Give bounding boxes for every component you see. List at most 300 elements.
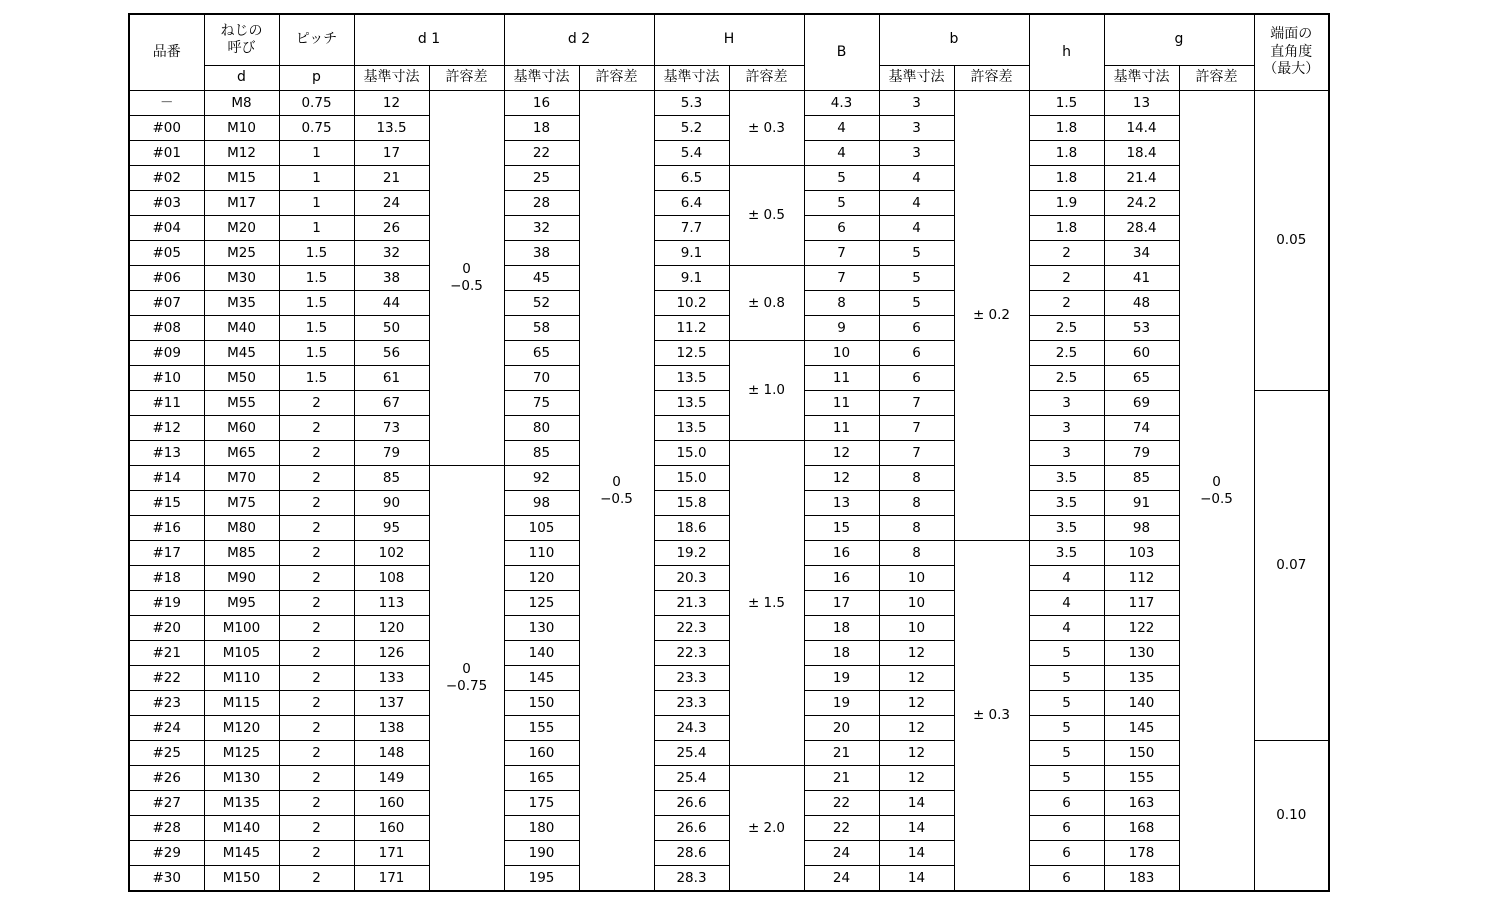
cell-B: 22 [804,791,879,816]
cell-d1-basic: 95 [354,516,429,541]
cell-pitch: 2 [279,516,354,541]
cell-H-basic: 15.0 [654,441,729,466]
cell-h: 6 [1029,841,1104,866]
cell-pitch: 1.5 [279,341,354,366]
cell-pitch: 2 [279,566,354,591]
cell-thread-size: M130 [204,766,279,791]
cell-part-no: #01 [129,141,204,166]
cell-d1-basic: 61 [354,366,429,391]
cell-pitch: 1 [279,191,354,216]
cell-g-basic: 28.4 [1104,216,1179,241]
cell-pitch: 2 [279,691,354,716]
cell-h: 4 [1029,591,1104,616]
cell-thread-size: M120 [204,716,279,741]
header-b: b [879,14,1029,66]
cell-g-basic: 53 [1104,316,1179,341]
cell-g-basic: 145 [1104,716,1179,741]
cell-H-tol-line1: ± 1.0 [747,382,786,399]
cell-H-basic: 13.5 [654,391,729,416]
cell-h: 5 [1029,766,1104,791]
cell-d1-basic: 50 [354,316,429,341]
cell-thread-size: M40 [204,316,279,341]
cell-b-tol-line1: ± 0.2 [972,307,1011,324]
cell-thread-size: M135 [204,791,279,816]
cell-B: 7 [804,241,879,266]
cell-d2-basic: 75 [504,391,579,416]
table-header [129,14,1329,91]
cell-pitch: 0.75 [279,116,354,141]
cell-b-basic: 6 [879,366,954,391]
cell-b-basic: 12 [879,766,954,791]
cell-d1-basic: 149 [354,766,429,791]
cell-b-basic: 5 [879,291,954,316]
cell-g-basic: 135 [1104,666,1179,691]
cell-part-no: #20 [129,616,204,641]
cell-thread-size: M105 [204,641,279,666]
header-d1: d 1 [354,14,504,66]
cell-g-tol-line2: −0.5 [1200,490,1233,507]
cell-b-basic: 6 [879,341,954,366]
subheader-d2-basic: 基準寸法 [504,66,579,91]
cell-H-basic: 7.7 [654,216,729,241]
cell-d2-basic: 70 [504,366,579,391]
cell-thread-size: M15 [204,166,279,191]
table-row [129,341,1329,366]
cell-H-tol [729,91,804,166]
cell-B: 11 [804,416,879,441]
cell-d1-basic: 32 [354,241,429,266]
cell-H-basic: 15.0 [654,466,729,491]
cell-B: 16 [804,566,879,591]
cell-thread-size: M30 [204,266,279,291]
cell-h: 2 [1029,266,1104,291]
cell-pitch: 2 [279,766,354,791]
cell-h: 3 [1029,416,1104,441]
cell-b-basic: 4 [879,191,954,216]
cell-thread-size: M50 [204,366,279,391]
cell-g-basic: 98 [1104,516,1179,541]
cell-b-basic: 8 [879,541,954,566]
cell-d2-basic: 180 [504,816,579,841]
cell-b-basic: 3 [879,116,954,141]
cell-g-basic: 18.4 [1104,141,1179,166]
cell-g-basic: 21.4 [1104,166,1179,191]
cell-part-no: #18 [129,566,204,591]
cell-pitch: 1 [279,166,354,191]
cell-pitch: 2 [279,391,354,416]
cell-b-basic: 14 [879,791,954,816]
cell-d1-tol [429,466,504,892]
cell-d2-basic: 150 [504,691,579,716]
cell-b-tol [954,541,1029,892]
cell-B: 4 [804,116,879,141]
cell-h: 5 [1029,716,1104,741]
cell-part-no: #30 [129,866,204,892]
cell-B: 7 [804,266,879,291]
cell-perpendicularity [1254,741,1329,892]
cell-d2-basic: 32 [504,216,579,241]
cell-pitch: 1 [279,216,354,241]
cell-d2-basic: 110 [504,541,579,566]
cell-B: 5 [804,166,879,191]
cell-g-basic: 14.4 [1104,116,1179,141]
cell-b-basic: 8 [879,466,954,491]
subheader-g-tol: 許容差 [1179,66,1254,91]
cell-B: 11 [804,366,879,391]
cell-d1-basic: 108 [354,566,429,591]
cell-thread-size: M100 [204,616,279,641]
cell-d2-basic: 45 [504,266,579,291]
header-d2: d 2 [504,14,654,66]
cell-b-basic: 14 [879,841,954,866]
cell-d2-basic: 160 [504,741,579,766]
cell-thread-size: M45 [204,341,279,366]
cell-B: 12 [804,441,879,466]
cell-thread-size: M150 [204,866,279,892]
cell-B: 19 [804,691,879,716]
cell-h: 3.5 [1029,541,1104,566]
cell-g-basic: 155 [1104,766,1179,791]
cell-h: 2 [1029,291,1104,316]
cell-d1-basic: 138 [354,716,429,741]
cell-b-basic: 12 [879,716,954,741]
cell-H-basic: 9.1 [654,266,729,291]
cell-h: 5 [1029,641,1104,666]
table-row [129,441,1329,466]
cell-g-basic: 60 [1104,341,1179,366]
cell-B: 11 [804,391,879,416]
cell-h: 3.5 [1029,516,1104,541]
cell-g-tol-line1: 0 [1212,473,1221,490]
cell-b-basic: 7 [879,416,954,441]
cell-pitch: 2 [279,741,354,766]
cell-d2-basic: 165 [504,766,579,791]
cell-d1-basic: 90 [354,491,429,516]
cell-pitch: 1.5 [279,266,354,291]
header-thread-line1: ねじの [220,22,263,39]
cell-b-basic: 12 [879,741,954,766]
cell-part-no: #19 [129,591,204,616]
header-perp-line3: （最大） [1263,61,1320,78]
header-H: H [654,14,804,66]
cell-H-basic: 23.3 [654,691,729,716]
cell-pitch: 2 [279,416,354,441]
cell-d2-basic: 125 [504,591,579,616]
cell-part-no: #15 [129,491,204,516]
table-row [129,91,1329,116]
cell-pitch: 2 [279,441,354,466]
cell-b-basic: 8 [879,491,954,516]
cell-H-basic: 22.3 [654,616,729,641]
subheader-g-basic: 基準寸法 [1104,66,1179,91]
header-B: B [804,14,879,91]
cell-part-no: #11 [129,391,204,416]
cell-pitch: 1.5 [279,366,354,391]
cell-H-tol [729,441,804,766]
cell-d1-basic: 126 [354,641,429,666]
cell-d1-basic: 79 [354,441,429,466]
cell-d1-basic: 85 [354,466,429,491]
cell-d2-basic: 130 [504,616,579,641]
cell-pitch: 2 [279,816,354,841]
cell-part-no: #03 [129,191,204,216]
cell-d2-basic: 155 [504,716,579,741]
cell-g-tol [1179,91,1254,892]
cell-part-no: #09 [129,341,204,366]
cell-H-tol-line1: ± 0.8 [747,294,786,311]
cell-b-basic: 3 [879,91,954,116]
subheader-p: p [279,66,354,91]
cell-g-basic: 163 [1104,791,1179,816]
cell-B: 13 [804,491,879,516]
cell-g-basic: 150 [1104,741,1179,766]
cell-H-tol [729,166,804,266]
cell-thread-size: M145 [204,841,279,866]
cell-H-basic: 21.3 [654,591,729,616]
cell-pitch: 1.5 [279,316,354,341]
cell-g-basic: 103 [1104,541,1179,566]
cell-d2-basic: 140 [504,641,579,666]
cell-b-basic: 7 [879,441,954,466]
table-row [129,266,1329,291]
dimension-table [128,13,1330,892]
table-row [129,166,1329,191]
cell-d1-basic: 160 [354,816,429,841]
cell-b-tol [954,91,1029,541]
cell-d1-basic: 102 [354,541,429,566]
cell-part-no: #08 [129,316,204,341]
table-row [129,766,1329,791]
cell-H-basic: 5.3 [654,91,729,116]
cell-H-basic: 19.2 [654,541,729,566]
table-body [129,91,1329,892]
cell-g-basic: 117 [1104,591,1179,616]
header-perp-line1: 端面の [1270,26,1313,43]
cell-H-basic: 13.5 [654,366,729,391]
cell-thread-size: M90 [204,566,279,591]
cell-d2-basic: 175 [504,791,579,816]
cell-h: 5 [1029,741,1104,766]
cell-g-basic: 140 [1104,691,1179,716]
subheader-d1-basic: 基準寸法 [354,66,429,91]
cell-part-no: #17 [129,541,204,566]
cell-part-no: #02 [129,166,204,191]
cell-part-no: #21 [129,641,204,666]
cell-H-basic: 9.1 [654,241,729,266]
cell-part-no: #16 [129,516,204,541]
cell-B: 6 [804,216,879,241]
cell-g-basic: 168 [1104,816,1179,841]
cell-d2-basic: 80 [504,416,579,441]
header-part-no: 品番 [129,14,204,91]
cell-B: 18 [804,616,879,641]
cell-part-no: #28 [129,816,204,841]
header-h: h [1029,14,1104,91]
cell-B: 4 [804,141,879,166]
cell-h: 3 [1029,391,1104,416]
cell-d1-tol-line2: −0.75 [445,678,488,694]
cell-d1-tol [429,91,504,466]
cell-H-basic: 24.3 [654,716,729,741]
cell-g-basic: 74 [1104,416,1179,441]
cell-b-basic: 14 [879,866,954,892]
cell-part-no: #14 [129,466,204,491]
cell-d2-basic: 105 [504,516,579,541]
cell-d2-basic: 195 [504,866,579,892]
cell-d1-tol-line2: −0.5 [450,278,483,294]
cell-d1-basic: 44 [354,291,429,316]
cell-h: 2.5 [1029,366,1104,391]
cell-part-no: #27 [129,791,204,816]
cell-pitch: 1.5 [279,241,354,266]
cell-d1-basic: 21 [354,166,429,191]
cell-d1-basic: 133 [354,666,429,691]
cell-B: 21 [804,766,879,791]
cell-d2-basic: 120 [504,566,579,591]
cell-H-basic: 28.6 [654,841,729,866]
cell-pitch: 1 [279,141,354,166]
cell-part-no: #12 [129,416,204,441]
cell-B: 12 [804,466,879,491]
cell-d1-basic: 171 [354,866,429,892]
cell-b-basic: 6 [879,316,954,341]
header-g: g [1104,14,1254,66]
cell-thread-size: M25 [204,241,279,266]
cell-g-basic: 48 [1104,291,1179,316]
subheader-H-tol: 許容差 [729,66,804,91]
cell-B: 16 [804,541,879,566]
cell-h: 1.8 [1029,216,1104,241]
cell-d2-basic: 65 [504,341,579,366]
cell-d1-basic: 73 [354,416,429,441]
cell-pitch: 2 [279,541,354,566]
cell-pitch: 2 [279,641,354,666]
cell-b-basic: 3 [879,141,954,166]
cell-h: 3.5 [1029,491,1104,516]
cell-part-no: #06 [129,266,204,291]
cell-perpendicularity-line1: 0.10 [1276,807,1307,824]
cell-part-no: #13 [129,441,204,466]
cell-thread-size: M85 [204,541,279,566]
cell-part-no: #05 [129,241,204,266]
header-pitch: ピッチ [279,14,354,66]
cell-d1-basic: 13.5 [354,116,429,141]
cell-pitch: 0.75 [279,91,354,116]
cell-part-no: #04 [129,216,204,241]
cell-h: 4 [1029,616,1104,641]
cell-d1-basic: 12 [354,91,429,116]
cell-part-no: #24 [129,716,204,741]
cell-thread-size: M65 [204,441,279,466]
cell-d2-basic: 58 [504,316,579,341]
cell-B: 8 [804,291,879,316]
cell-perpendicularity-line1: 0.05 [1276,232,1307,249]
cell-g-basic: 85 [1104,466,1179,491]
cell-b-basic: 5 [879,241,954,266]
cell-H-basic: 11.2 [654,316,729,341]
cell-part-no: #26 [129,766,204,791]
cell-d2-basic: 22 [504,141,579,166]
cell-thread-size: M75 [204,491,279,516]
cell-part-no: #22 [129,666,204,691]
cell-B: 20 [804,716,879,741]
cell-thread-size: M80 [204,516,279,541]
cell-H-basic: 26.6 [654,816,729,841]
cell-h: 2 [1029,241,1104,266]
cell-h: 5 [1029,691,1104,716]
cell-thread-size: M70 [204,466,279,491]
cell-d1-basic: 38 [354,266,429,291]
cell-h: 3.5 [1029,466,1104,491]
cell-h: 6 [1029,866,1104,892]
cell-d1-tol-line1: 0 [462,661,471,678]
cell-part-no: #00 [129,116,204,141]
cell-d2-basic: 52 [504,291,579,316]
cell-g-basic: 91 [1104,491,1179,516]
cell-d2-basic: 145 [504,666,579,691]
cell-thread-size: M8 [204,91,279,116]
cell-d1-basic: 120 [354,616,429,641]
cell-thread-size: M140 [204,816,279,841]
cell-b-basic: 10 [879,616,954,641]
cell-B: 17 [804,591,879,616]
cell-h: 1.8 [1029,116,1104,141]
cell-g-basic: 41 [1104,266,1179,291]
cell-d2-tol-line2: −0.5 [600,490,633,507]
cell-d1-basic: 17 [354,141,429,166]
cell-pitch: 2 [279,466,354,491]
cell-H-basic: 5.4 [654,141,729,166]
cell-h: 6 [1029,791,1104,816]
cell-H-tol [729,266,804,341]
cell-part-no: #23 [129,691,204,716]
cell-g-basic: 69 [1104,391,1179,416]
cell-g-basic: 24.2 [1104,191,1179,216]
cell-H-basic: 22.3 [654,641,729,666]
cell-part-no: － [129,91,204,116]
header-thread-line2: 呼び [227,40,256,56]
cell-part-no: #25 [129,741,204,766]
cell-H-basic: 12.5 [654,341,729,366]
subheader-H-basic: 基準寸法 [654,66,729,91]
cell-B: 9 [804,316,879,341]
header-perpendicularity [1254,14,1329,91]
cell-d2-tol-line1: 0 [612,473,621,490]
cell-part-no: #07 [129,291,204,316]
cell-H-tol-line1: ± 1.5 [747,594,786,611]
cell-g-basic: 122 [1104,616,1179,641]
cell-thread-size: M35 [204,291,279,316]
cell-H-basic: 20.3 [654,566,729,591]
cell-d1-basic: 171 [354,841,429,866]
cell-H-basic: 10.2 [654,291,729,316]
cell-thread-size: M95 [204,591,279,616]
cell-g-basic: 178 [1104,841,1179,866]
cell-pitch: 2 [279,841,354,866]
cell-pitch: 2 [279,866,354,892]
cell-b-basic: 10 [879,591,954,616]
cell-b-basic: 7 [879,391,954,416]
subheader-d2-tol: 許容差 [579,66,654,91]
cell-perpendicularity-line1: 0.07 [1276,557,1307,574]
cell-B: 24 [804,841,879,866]
cell-b-tol-line1: ± 0.3 [972,707,1011,724]
cell-H-basic: 5.2 [654,116,729,141]
cell-thread-size: M20 [204,216,279,241]
cell-g-basic: 183 [1104,866,1179,892]
subheader-d: d [204,66,279,91]
cell-b-basic: 12 [879,691,954,716]
